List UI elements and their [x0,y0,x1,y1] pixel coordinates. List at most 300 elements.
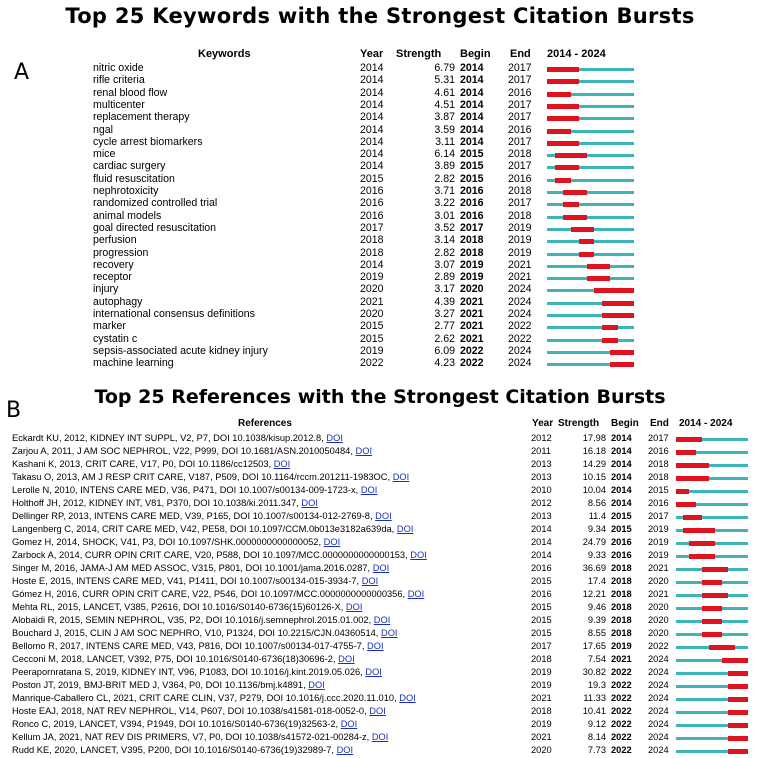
reference-begin: 2018 [611,589,632,599]
reference-end: 2020 [648,576,669,586]
burst-bar [602,313,634,318]
burst-bar [571,227,595,232]
reference-year: 2019 [531,680,552,690]
doi-link[interactable]: DOI [369,706,386,716]
burst-bar [547,129,571,134]
doi-link[interactable]: DOI [301,498,318,508]
keyword-begin: 2021 [460,320,484,333]
burst-bar [728,723,748,728]
keyword-year: 2018 [360,234,384,247]
timeline-strip [547,203,634,206]
doi-link[interactable]: DOI [323,537,341,547]
keyword-year: 2014 [360,148,384,161]
keyword-end: 2022 [508,320,532,333]
reference-begin: 2019 [611,641,632,651]
burst-bar [728,710,748,715]
keyword-end: 2024 [508,357,532,370]
keyword-begin: 2016 [460,197,484,210]
reference-end: 2024 [648,745,669,755]
keyword-label-text: injury [93,283,119,296]
strength-header-b: Strength [558,418,600,429]
burst-bar [709,645,735,650]
reference-begin: 2021 [611,654,632,664]
keyword-strength: 2.89 [434,271,455,284]
timeline-header-b: 2014 - 2024 [679,418,733,429]
keyword-label-text: rifle criteria [93,74,145,87]
keyword-year: 2014 [360,62,384,74]
burst-bar [676,476,709,481]
burst-bar [702,606,722,611]
keyword-label-text: sepsis-associated acute kidney injury [93,344,268,357]
keyword-strength: 6.79 [434,62,455,74]
burst-bar [728,684,748,689]
reference-year: 2015 [531,615,552,625]
reference-strength: 9.39 [587,615,606,625]
reference-strength: 16.18 [582,446,606,456]
reference-label-text: Mehta RL, 2015, LANCET, V385, P2616, DOI 10.1016/S0140-6736(15)60126-X, [12,602,344,612]
burst-bar [702,593,728,598]
keyword-year: 2014 [360,111,384,124]
keyword-strength: 2.82 [434,172,455,185]
keyword-year: 2014 [360,86,384,99]
doi-link[interactable]: DOI [410,550,427,560]
reference-label-text: Kashani K, 2013, CRIT CARE, V17, P0, DOI 10.1186/cc12503, [12,459,272,469]
keyword-year: 2021 [360,295,384,308]
reference-year: 2014 [531,537,552,547]
burst-bar [728,749,748,754]
keyword-end: 2017 [508,98,532,111]
reference-end: 2018 [648,472,669,482]
end-header-a: End [510,48,531,60]
keyword-strength: 3.59 [434,123,455,136]
keyword-strength: 2.77 [434,320,455,333]
doi-link[interactable]: DOI [373,615,391,625]
keyword-label-text: receptor [93,271,132,284]
reference-begin: 2022 [611,680,632,690]
doi-link[interactable]: DOI [326,433,343,443]
reference-end: 2015 [648,485,669,495]
keywords-header: Keywords [198,48,251,60]
reference-label-text: Kellum JA, 2021, NAT REV DIS PRIMERS, V7, P0, DOI 10.1038/s41572-021-00284-z, [12,732,370,742]
reference-year: 2015 [531,576,552,586]
reference-label-text: Peerapornratana S, 2019, KIDNEY INT, V96, P1083, DOI 10.1016/j.kint.2019.05.026, [12,667,363,677]
reference-end: 2024 [648,706,669,716]
keyword-label-text: cycle arrest biomarkers [93,135,203,148]
keyword-end: 2024 [508,295,532,308]
keyword-label [93,356,174,371]
year-header-b: Year [532,418,554,429]
burst-bar [676,450,696,455]
reference-begin: 2018 [611,615,632,625]
keyword-end: 2019 [508,221,532,234]
reference-begin: 2018 [611,563,632,573]
keyword-year: 2014 [360,74,384,87]
reference-year: 2019 [531,667,552,677]
reference-end: 2016 [648,498,669,508]
reference-end: 2020 [648,628,669,638]
reference-begin: 2014 [611,459,632,469]
reference-strength: 36.69 [582,563,606,573]
year-header-a: Year [360,48,384,60]
keyword-begin: 2019 [460,271,484,284]
burst-bar [702,619,722,624]
reference-label-text: Alobaidi R, 2015, SEMIN NEPHROL, V35, P2, DOI 10.1016/j.semnephrol.2015.01.002, [12,615,372,625]
reference-strength: 10.04 [582,485,606,495]
burst-bar [676,502,696,507]
timeline-header-a: 2014 - 2024 [547,48,606,60]
reference-end: 2024 [648,680,669,690]
keyword-year: 2022 [360,357,384,370]
keyword-end: 2017 [508,197,532,210]
burst-bar [547,79,579,84]
keyword-year: 2019 [360,271,384,284]
keyword-strength: 3.27 [434,308,455,320]
panel-a-title: Top 25 Keywords with the Strongest Citation Bursts [65,4,695,28]
keyword-year: 2020 [360,308,384,320]
reference-begin: 2022 [611,706,632,716]
reference-end: 2018 [648,459,669,469]
reference-begin: 2016 [611,550,632,560]
keyword-strength: 3.07 [434,258,455,271]
reference-strength: 10.15 [582,472,606,482]
keyword-begin: 2014 [460,135,484,148]
keyword-label-text: autophagy [93,295,143,308]
reference-label-text: Hoste EAJ, 2018, NAT REV NEPHROL, V14, P607, DOI 10.1038/s41581-018-0052-0, [12,706,367,716]
keyword-label-text: machine learning [93,357,174,370]
keyword-begin: 2015 [460,172,484,185]
timeline-strip [547,326,634,329]
keyword-label-text: animal models [93,209,162,222]
reference-label-text: Takasu O, 2013, AM J RESP CRIT CARE, V187, P509, DOI 10.1164/rccm.201211-1983OC, [12,472,391,482]
reference-begin: 2022 [611,693,632,703]
burst-bar [676,437,702,442]
doi-link[interactable]: DOI [372,563,390,573]
burst-bar [563,190,587,195]
doi-link[interactable]: DOI [399,693,416,703]
keyword-strength: 3.11 [435,135,455,148]
doi-link[interactable]: DOI [375,511,392,521]
reference-end: 2024 [648,654,669,664]
keyword-begin: 2014 [460,62,484,74]
keyword-end: 2017 [508,62,532,74]
reference-label-text: Rudd KE, 2020, LANCET, V395, P200, DOI 10.1016/S0140-6736(19)32989-7, [12,745,334,755]
keyword-end: 2017 [508,160,532,173]
doi-link[interactable]: DOI [360,485,378,495]
keyword-strength: 3.22 [434,197,455,210]
keyword-begin: 2021 [460,295,484,308]
panel-a-letter: A [14,60,30,85]
burst-bar [702,580,722,585]
keyword-strength: 3.87 [434,111,455,124]
keyword-label-text: ngal [93,123,114,136]
keyword-label-text: multicenter [93,98,145,111]
keyword-label-text: renal blood flow [93,86,168,99]
reference-label-text: Gómez H, 2016, CURR OPIN CRIT CARE, V22, P546, DOI 10.1097/MCC.0000000000000356, [12,589,406,599]
keyword-strength: 4.39 [434,295,455,308]
reference-end: 2016 [648,446,669,456]
reference-label-text: Holthoff JH, 2012, KIDNEY INT, V81, P370, DOI 10.1038/ki.2011.347, [12,498,299,508]
reference-end: 2021 [648,589,669,599]
keyword-end: 2018 [508,209,532,222]
reference-year: 2013 [531,511,552,521]
keyword-label-text: cardiac surgery [93,160,166,173]
burst-bar [587,276,611,281]
keyword-label-text: progression [93,246,149,259]
reference-label-text: Ronco C, 2019, LANCET, V394, P1949, DOI 10.1016/S0140-6736(19)32563-2, [12,719,339,729]
keyword-end: 2024 [508,283,532,296]
burst-bar [579,252,595,257]
keyword-end: 2016 [508,123,532,136]
keyword-end: 2018 [508,185,532,197]
reference-year: 2016 [531,589,552,599]
reference-strength: 14.29 [582,459,606,469]
reference-begin: 2018 [611,576,632,586]
keyword-begin: 2014 [460,74,484,87]
keyword-end: 2024 [508,308,532,320]
burst-bar [702,632,722,637]
burst-bar [702,567,728,572]
doi-link[interactable]: DOI [365,667,382,677]
keyword-begin: 2015 [460,148,484,161]
burst-bar [587,264,611,269]
burst-bar [676,489,689,494]
keyword-year: 2017 [360,221,384,234]
keyword-begin: 2014 [460,98,484,111]
doi-link[interactable]: DOI [355,446,373,456]
keyword-begin: 2018 [460,234,484,247]
keyword-strength: 5.31 [434,74,455,87]
burst-bar [728,736,748,741]
strength-header-a: Strength [396,48,442,60]
timeline-strip [547,191,634,194]
keyword-year: 2014 [360,160,384,173]
keyword-begin: 2021 [460,308,484,320]
reference-strength: 30.82 [582,667,606,677]
keyword-begin: 2017 [460,221,484,234]
reference-strength: 19.3 [587,680,606,690]
reference-end: 2024 [648,667,669,677]
keyword-begin: 2015 [460,160,484,173]
reference-end: 2017 [648,433,669,443]
keyword-strength: 4.51 [434,98,455,111]
reference-strength: 9.12 [587,719,606,729]
doi-link[interactable]: DOI [273,459,291,469]
reference-begin: 2014 [611,433,632,443]
timeline-strip [547,216,634,219]
reference-label-text: Cecconi M, 2018, LANCET, V392, P75, DOI 10.1016/S0140-6736(18)30696-2, [12,654,336,664]
burst-bar [547,92,571,97]
reference-year: 2021 [531,693,552,703]
keyword-strength: 3.14 [434,234,455,247]
keyword-label-text: cystatin c [93,332,138,345]
burst-bar [563,202,579,207]
keyword-year: 2014 [360,98,384,111]
reference-year: 2012 [531,498,552,508]
burst-bar [728,697,748,702]
keyword-strength: 3.71 [434,185,455,197]
reference-strength: 9.34 [587,524,606,534]
burst-bar [547,67,579,72]
timeline-strip [547,339,634,342]
reference-label-text: Langenberg C, 2014, CRIT CARE MED, V42, PE58, DOI 10.1097/CCM.0b013e3182a639da, [12,524,395,534]
reference-end: 2022 [648,641,669,651]
burst-bar [555,153,587,158]
keyword-begin: 2020 [460,283,484,296]
keyword-begin: 2016 [460,209,484,222]
keyword-end: 2016 [508,172,532,185]
reference-label-text: Manrique-Caballero CL, 2021, CRIT CARE CLIN, V37, P279, DOI 10.1016/j.ccc.2020.11.010, [12,693,397,703]
keyword-year: 2018 [360,246,384,259]
burst-bar [555,165,579,170]
doi-link[interactable]: DOI [308,680,325,690]
reference-label-text: Gomez H, 2014, SHOCK, V41, P3, DOI 10.1097/SHK.0000000000000052, [12,537,322,547]
keyword-begin: 2021 [460,332,484,345]
reference-label-text: Eckardt KU, 2012, KIDNEY INT SUPPL, V2, P7, DOI 10.1038/kisup.2012.8, [12,433,324,443]
reference-year: 2010 [531,485,552,495]
reference-strength: 17.65 [582,641,606,651]
panel-b-title: Top 25 References with the Strongest Citation Bursts [94,386,666,408]
reference-strength: 10.41 [582,706,606,716]
keyword-strength: 4.61 [434,86,455,99]
reference-end: 2024 [648,693,669,703]
begin-header-a: Begin [460,48,491,60]
reference-label-text: Bouchard J, 2015, CLIN J AM SOC NEPHRO, V10, P1324, DOI 10.2215/CJN.04360514, [12,628,379,638]
reference-label-text: Bellomo R, 2017, INTENS CARE MED, V43, P816, DOI 10.1007/s00134-017-4755-7, [12,641,365,651]
keyword-year: 2015 [360,172,384,185]
keyword-label-text: marker [93,320,126,333]
reference-strength: 9.46 [587,602,606,612]
reference-begin: 2022 [611,719,632,729]
doi-link[interactable]: DOI [338,654,355,664]
reference-begin: 2016 [611,537,632,547]
keyword-end: 2019 [508,234,532,247]
burst-bar [728,671,748,676]
burst-bar [683,515,703,520]
keyword-year: 2014 [360,135,384,148]
doi-link[interactable]: DOI [407,589,425,599]
reference-begin: 2022 [611,667,632,677]
burst-bar [547,141,579,146]
doi-link[interactable]: DOI [392,472,410,482]
keyword-year: 2014 [360,258,384,271]
keyword-year: 2020 [360,283,384,296]
reference-begin: 2018 [611,602,632,612]
keyword-end: 2018 [508,148,532,161]
reference-year: 2014 [531,550,552,560]
reference-strength: 17.98 [582,433,606,443]
keyword-begin: 2014 [460,86,484,99]
burst-bar [594,288,634,293]
reference-strength: 11.33 [583,693,606,703]
reference-begin: 2022 [611,732,632,742]
keyword-year: 2019 [360,344,384,357]
burst-bar [547,116,579,121]
reference-strength: 24.79 [582,537,606,547]
reference-label-text: Dellinger RP, 2013, INTENS CARE MED, V39, P165, DOI 10.1007/s00134-012-2769-8, [12,511,373,521]
keyword-year: 2015 [360,320,384,333]
reference-end: 2020 [648,602,669,612]
keyword-strength: 2.82 [434,246,455,259]
keyword-end: 2019 [508,246,532,259]
keyword-strength: 3.01 [434,209,455,222]
reference-strength: 9.33 [587,550,606,560]
keyword-begin: 2014 [460,123,484,136]
keyword-strength: 3.52 [434,221,455,234]
keyword-year: 2014 [360,123,384,136]
doi-link[interactable]: DOI [396,524,414,534]
reference-end: 2024 [648,719,669,729]
reference-year: 2016 [531,563,552,573]
begin-header-b: Begin [611,418,639,429]
keyword-end: 2017 [508,135,532,148]
reference-year: 2021 [531,732,552,742]
keyword-label-text: recovery [93,258,134,271]
reference-end: 2020 [648,615,669,625]
reference-strength: 8.14 [587,732,606,742]
reference-year: 2020 [531,745,552,755]
keyword-year: 2015 [360,332,384,345]
doi-link[interactable]: DOI [345,602,363,612]
reference-end: 2021 [648,563,669,573]
reference-year: 2015 [531,628,552,638]
reference-year: 2013 [531,459,552,469]
doi-link[interactable]: DOI [371,732,389,742]
burst-bar [689,554,715,559]
keyword-end: 2016 [508,86,532,99]
reference-strength: 11.4 [588,511,606,521]
keyword-begin: 2018 [460,246,484,259]
reference-year: 2017 [531,641,552,651]
doi-link[interactable]: DOI [340,719,358,729]
keyword-strength: 2.62 [434,332,455,345]
reference-label-text: Poston JT, 2019, BMJ-BRIT MED J, V364, P0, DOI 10.1136/bmj.k4891, [12,680,306,690]
keyword-begin: 2019 [460,258,484,271]
burst-bar [602,325,618,330]
reference-strength: 12.21 [582,589,606,599]
doi-link[interactable]: DOI [361,576,379,586]
keyword-label-text: perfusion [93,234,137,247]
reference-label [12,743,353,758]
burst-bar [563,215,587,220]
doi-link[interactable]: DOI [336,745,354,755]
keyword-end: 2017 [508,74,532,87]
reference-begin: 2014 [611,498,632,508]
keyword-label-text: nephrotoxicity [93,185,159,197]
doi-link[interactable]: DOI [367,641,384,651]
burst-bar [602,338,618,343]
reference-strength: 7.73 [587,745,606,755]
keyword-strength: 6.14 [434,148,455,161]
reference-label-text: Zarjou A, 2011, J AM SOC NEPHROL, V22, P999, DOI 10.1681/ASN.2010050484, [12,446,353,456]
doi-link[interactable]: DOI [380,628,398,638]
keyword-label-text: replacement therapy [93,111,190,124]
reference-strength: 8.55 [587,628,606,638]
burst-bar [683,528,716,533]
reference-begin: 2015 [611,524,632,534]
reference-end: 2024 [648,732,669,742]
reference-end: 2019 [648,537,669,547]
keyword-label-text: mice [93,148,116,161]
reference-year: 2014 [531,524,552,534]
reference-label-text: Hoste E, 2015, INTENS CARE MED, V41, P1411, DOI 10.1007/s00134-015-3934-7, [12,576,360,586]
reference-begin: 2014 [611,446,632,456]
keyword-strength: 3.89 [434,160,455,173]
burst-bar [579,239,595,244]
keyword-year: 2016 [360,209,384,222]
burst-bar [722,658,748,663]
keyword-year: 2016 [360,197,384,210]
reference-year: 2015 [531,602,552,612]
